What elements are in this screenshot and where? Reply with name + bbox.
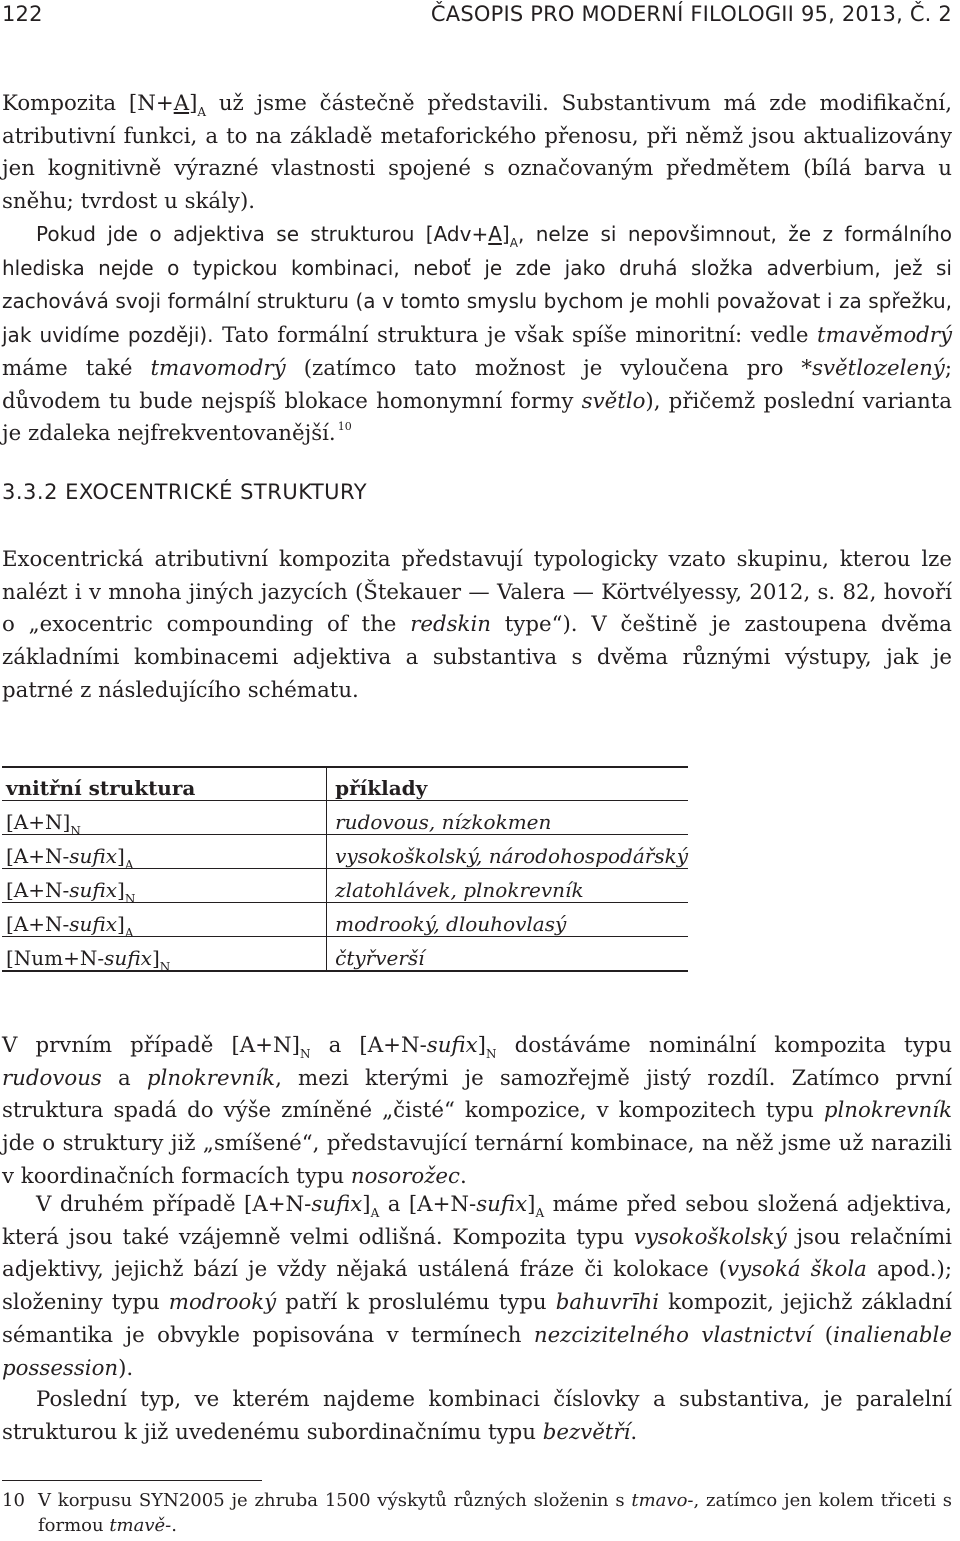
scheme-row xyxy=(2,801,688,835)
scheme-header-structure: vnitřní struktura xyxy=(2,767,327,801)
scheme-header-row xyxy=(2,767,688,801)
paragraph-1: Kompozita $[N+A]_A$ už jsme částečně představili. Substantivum má zde modifikační, atributivní funkci, a to na základě metaforického přenosu, při němž jsou aktualizovány jen kognitivně výrazné vlastnosti spojené s označovaným předmětem (bílá barva u sněhu; tvrdost u skály). xyxy=(2,91,952,215)
paragraph-3: Exocentrická atributivní kompozita představují typologicky vzato skupinu, kterou lze nalézt i v mnoha jiných jazycích (Štekauer — Valera — Körtvélyessy, 2012, s. 82, hovoří o „exocentric compounding of the redskin type“). V češtině je zastoupena dvěma základními kombinacemi adjektiva a substantiva s dvěma různými výstupy, jak je patrné z následujícího schématu. xyxy=(2,547,952,703)
scheme-examples: modrooký, dlouhovlasý xyxy=(327,903,688,937)
scheme-examples: zlatohlávek, plnokrevník xyxy=(327,869,688,903)
footnote-text: V korpusu SYN2005 je zhruba 1500 výskytů různých složenin s tmavo-, zatímco jen kolem třiceti s formou tmavě-. xyxy=(38,1490,953,1536)
running-header xyxy=(0,2,952,32)
scheme-header-examples: příklady xyxy=(327,767,688,801)
scheme-row xyxy=(2,903,688,937)
paragraph-4: V prvním případě $[A+N]_N$ a $[A+N-sufix]_N$ dostáváme nominální kompozita typu rudovous a plnokrevník, mezi kterými je samozřejmě jistý rozdíl. Zatímco první struktura spadá do výše zmíněné „čisté“ kompozice, v kompozitech typu plnokrevník jde o struktury již „smíšené“, představující ternární kombinace, na něž jsme už narazili v koordinačních formacích typu nosorožec. xyxy=(2,1033,952,1189)
structure-scheme xyxy=(2,766,690,972)
section-heading: 3.3.2 EXOCENTRICKÉ STRUKTURY xyxy=(2,480,368,504)
scheme-structure: $[A+N-sufix]_A$ xyxy=(2,903,327,937)
paragraph-5: V druhém případě $[A+N-sufix]_A$ a $[A+N-sufix]_A$ máme před sebou složená adjektiva, která jsou také vzájemně velmi odlišná. Kompozita typu vysokoškolský jsou relačními adjektivy, jejichž bází je vždy nějaká ustálená fráze či kolokace (vysoká škola apod.); složeniny typu modrooký patří k proslulému typu bahuvrīhi kompozit, jejichž základní sémantika je obvykle popisována v termínech nezcizitelného vlastnictví (inalienable possession). xyxy=(2,1192,953,1381)
scheme-examples: čtyřverší xyxy=(327,937,688,972)
scheme-structure: $[A+N-sufix]_A$ xyxy=(2,835,327,869)
scheme-structure: $[Num+N-sufix]_N$ xyxy=(2,937,327,972)
page-number: 122 xyxy=(2,2,43,26)
journal-title: ČASOPIS PRO MODERNÍ FILOLOGII 95, 2013, Č. 2 xyxy=(430,2,952,26)
scheme-row xyxy=(2,937,688,972)
scheme-structure: $[A+N-sufix]_N$ xyxy=(2,869,327,903)
scheme-structure: $[A+N]_N$ xyxy=(2,801,327,835)
scheme-row xyxy=(2,835,688,869)
scheme-row xyxy=(2,869,688,903)
footnote-divider xyxy=(2,1480,262,1481)
paragraph-2: Pokud jde o adjektiva se strukturou $[Adv+A]_A$, nelze si nepovšimnout, že z formálního hlediska nejde o typickou kombinaci, neboť je zde jako druhá složka adverbium, jež si zachovává svoji formální strukturu (a v tomto smyslu bychom je mohli považovat i za spřežku, jak uvidíme později). Tato formální struktura je však spíše minoritní: vedle tmavěmodrý máme také tmavomodrý (zatímco tato možnost je vyloučena pro *světlozelený; důvodem tu bude nejspíš blokace homonymní formy světlo), přičemž poslední varianta je zdaleka nejfrekventovanější. $^{10}$ xyxy=(2,222,953,447)
scheme-examples: rudovous, nízkokmen xyxy=(327,801,688,835)
scheme-examples: vysokoškolský, národohospodářský xyxy=(327,835,688,869)
footnote-ref[interactable]: 10 xyxy=(337,420,352,434)
footnote-number: 10 xyxy=(2,1490,25,1511)
paragraph-6: Poslední typ, ve kterém najdeme kombinaci číslovky a substantiva, je paralelní strukturou k již uvedenému subordinačnímu typu bezvětří. xyxy=(2,1387,952,1445)
